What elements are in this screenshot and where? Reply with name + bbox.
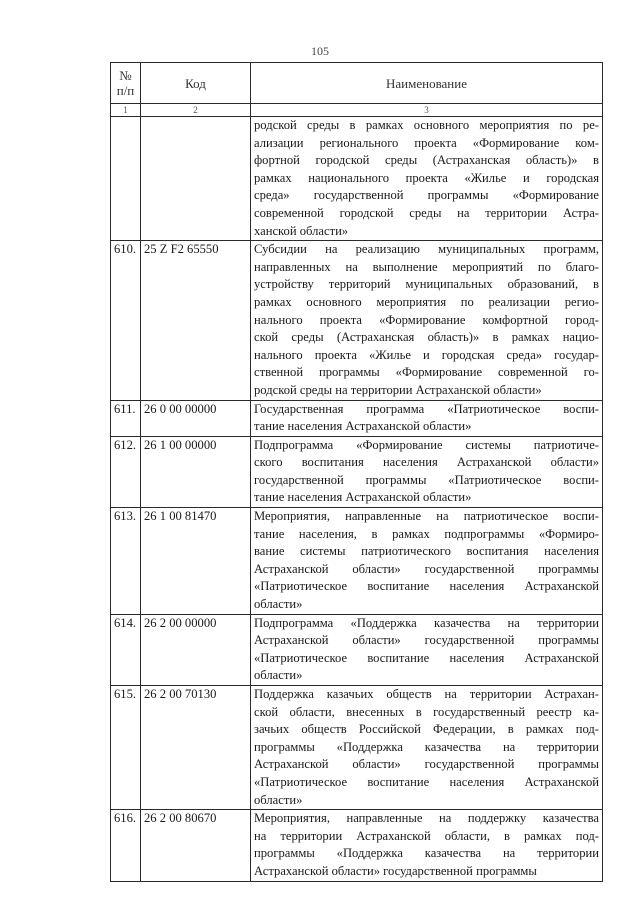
row-name-line: зачьих обществ Российской Федерации, в рамках под- [254, 722, 599, 737]
row-name-line: рамках основного мероприятия по реализации регио- [254, 294, 599, 309]
row-number: 614. [111, 614, 141, 685]
row-name-line: ской области, внесенных в государственный реестр ка- [254, 704, 599, 719]
row-name [251, 508, 603, 615]
row-name-line: нального проекта «Жилье и городская среда» государ- [254, 347, 599, 362]
row-name-line: нального проекта «Формирование комфортной город- [254, 312, 599, 327]
row-name [251, 241, 603, 400]
budget-code-table [110, 62, 603, 882]
row-name-line: тание населения Астраханской области» [254, 419, 472, 434]
row-name-line: ского воспитания населения Астраханской области» [254, 455, 599, 470]
row-code: 25 Z F2 65550 [141, 241, 251, 400]
header-name: Наименование [251, 63, 603, 104]
row-name-line: родской среды на территории Астраханской области» [254, 382, 542, 397]
page-number: 105 [311, 44, 329, 58]
row-name-line: Астраханской области» государственной программы [254, 757, 599, 772]
header-index-number: 1 [111, 104, 141, 117]
row-name-line: Астраханской области» государственной программы [254, 561, 599, 576]
header-code: Код [141, 63, 251, 104]
row-code: 26 1 00 00000 [141, 436, 251, 507]
row-name-line: Мероприятия, направленные на патриотическое воспи- [254, 509, 599, 524]
row-number: 612. [111, 436, 141, 507]
row-name-line: на территории Астраханской области, в рамках под- [254, 828, 599, 843]
row-name-line: вание системы патриотического воспитания населения [254, 544, 599, 559]
row-name-line: родской среды в рамках основного мероприятия по ре- [254, 118, 599, 132]
row-number: 613. [111, 508, 141, 615]
row-name-line: направленных на выполнение мероприятий по благо- [254, 259, 599, 274]
row-number: 611. [111, 400, 141, 436]
row-name [251, 400, 603, 436]
table-row [111, 436, 603, 507]
row-code: 26 0 00 00000 [141, 400, 251, 436]
row-code [141, 117, 251, 241]
table-row [111, 117, 603, 241]
row-name-line: тание населения Астраханской области» [254, 490, 472, 505]
table-row [111, 241, 603, 400]
row-name-line: устройству территорий муниципальных образований, в [254, 277, 599, 292]
row-name-line: Государственная программа «Патриотическое воспи- [254, 401, 599, 416]
row-name-line: ализации регионального проекта «Формирование ком- [254, 135, 599, 150]
row-name-line: ханской области» [254, 223, 349, 238]
row-code: 26 2 00 80670 [141, 810, 251, 881]
row-name-line: области» [254, 792, 303, 807]
row-name-line: области» [254, 597, 303, 612]
row-name-line: ственной программы «Формирование современной го- [254, 365, 599, 380]
row-name-line: «Патриотическое воспитание населения Астраханской [254, 774, 599, 789]
header-index-code: 2 [141, 104, 251, 117]
table-row [111, 400, 603, 436]
header-number-line2: п/п [116, 83, 135, 98]
row-name-line: Астраханской области» государственной программы [254, 863, 537, 878]
row-name-line: Поддержка казачьих обществ на территории Астрахан- [254, 687, 599, 701]
row-name-line: программы «Поддержка казачества на территории [254, 846, 599, 861]
row-name-line: «Патриотическое воспитание населения Астраханской [254, 650, 599, 665]
row-name-line: программы «Поддержка казачества на территории [254, 739, 599, 754]
row-number: 615. [111, 686, 141, 810]
header-number-line1: № [119, 68, 132, 83]
header-index-name: 3 [251, 104, 603, 117]
row-number [111, 117, 141, 241]
table-header [111, 63, 603, 117]
row-name-line: Субсидии на реализацию муниципальных программ, [254, 242, 599, 257]
table-row [111, 810, 603, 881]
row-name-line: современной городской среды на территории Астра- [254, 205, 599, 220]
row-name [251, 436, 603, 507]
row-name-line: «Патриотическое воспитание населения Астраханской [254, 579, 599, 594]
row-code: 26 2 00 00000 [141, 614, 251, 685]
row-name-line: ской среды (Астраханская область)» в рамках нацио- [254, 330, 599, 345]
row-name-line: государственной программы «Патриотическое воспи- [254, 472, 599, 487]
row-name-line: среда» государственной программы «Формирование [254, 188, 599, 203]
table-row [111, 614, 603, 685]
row-name [251, 614, 603, 685]
table-body [111, 117, 603, 882]
row-name-line: Подпрограмма «Формирование системы патриотиче- [254, 437, 599, 452]
row-name-line: тание населения, в рамках подпрограммы «Формиро- [254, 526, 599, 541]
row-name [251, 810, 603, 881]
row-name-line: фортной городской среды (Астраханская область)» в [254, 153, 599, 168]
header-number [111, 63, 141, 104]
row-name-line: Подпрограмма «Поддержка казачества на территории [254, 615, 599, 630]
row-code: 26 1 00 81470 [141, 508, 251, 615]
row-name [251, 686, 603, 810]
row-name [251, 117, 603, 241]
table-row [111, 686, 603, 810]
row-name-line: Мероприятия, направленные на поддержку казачества [254, 811, 599, 826]
row-name-line: рамках национального проекта «Жилье и городская [254, 170, 599, 185]
row-number: 610. [111, 241, 141, 400]
row-name-line: области» [254, 668, 303, 683]
row-name-line: Астраханской области» государственной программы [254, 633, 599, 648]
table-row [111, 508, 603, 615]
row-code: 26 2 00 70130 [141, 686, 251, 810]
row-number: 616. [111, 810, 141, 881]
